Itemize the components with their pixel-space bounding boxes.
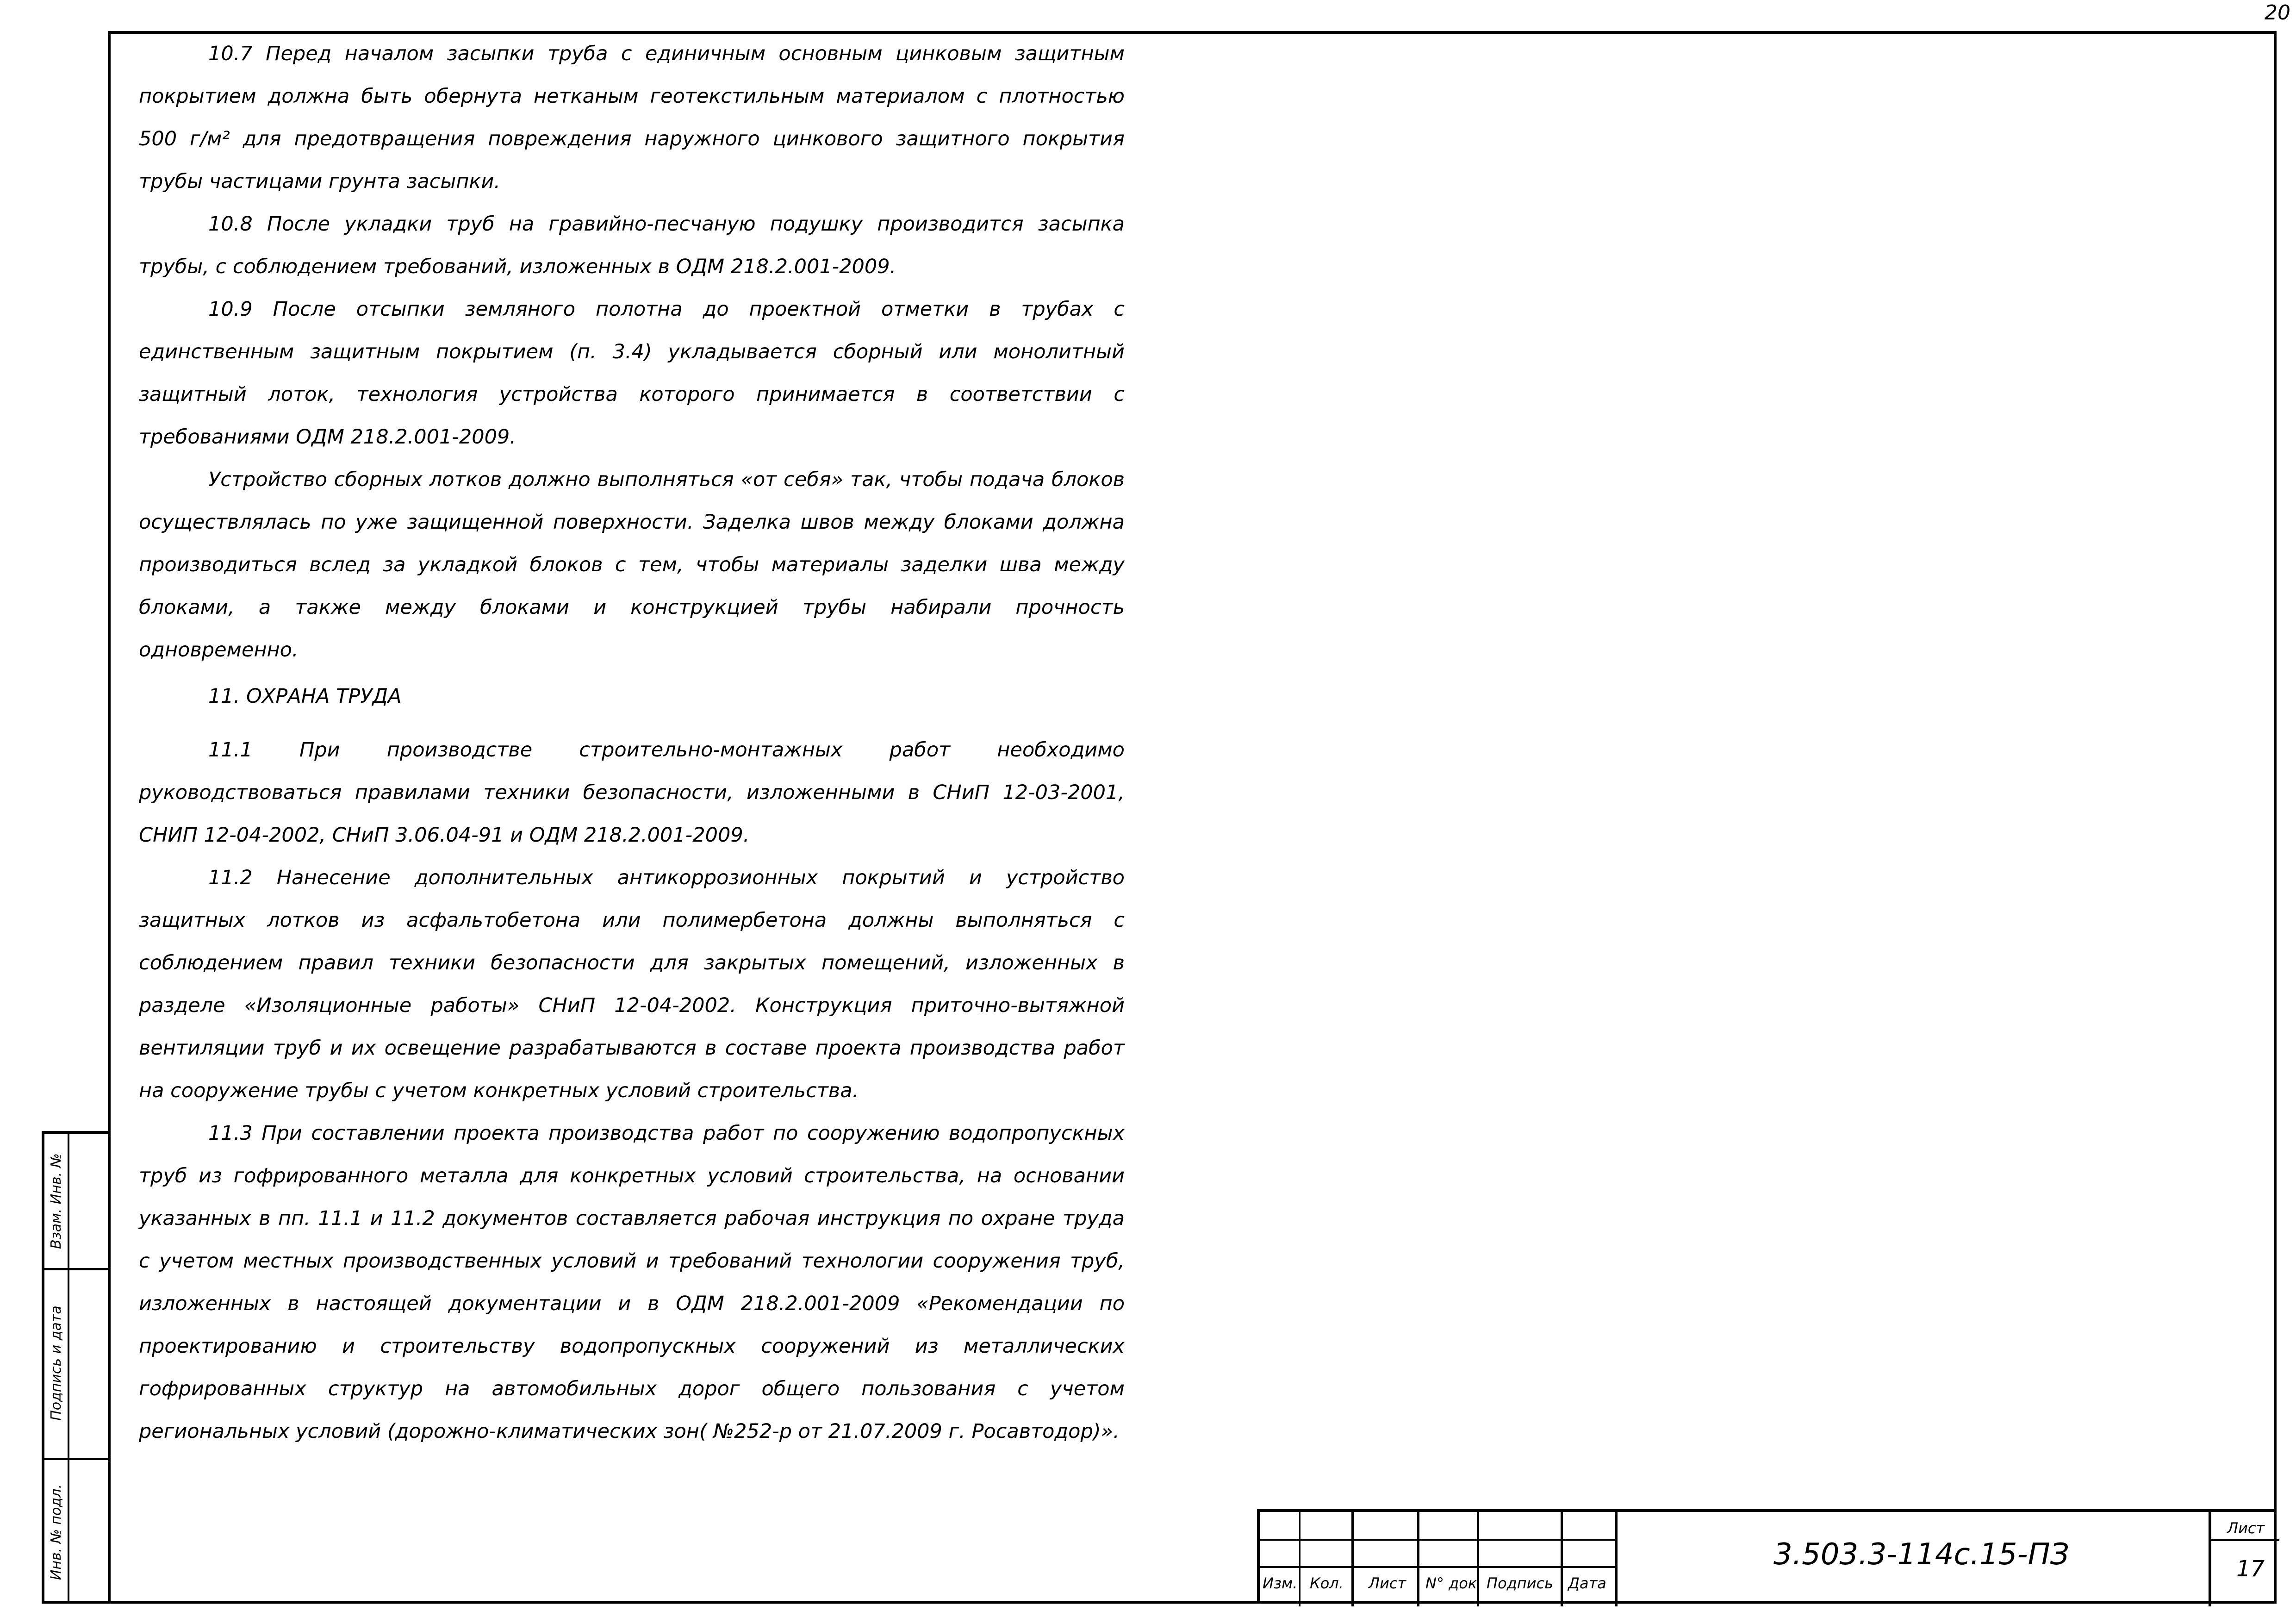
document-body <box>139 32 1125 1453</box>
tb-col-ndok: N° док <box>1425 1574 1477 1592</box>
paragraph-11-2: 11.2 Нанесение дополнительных антикоррозионных покрытий и устройство защитных лотков из асфальтобетона или полимербетона должны выполняться с соблюдением правил техники безопасности для закрытых помещений, изложенных в разделе «Изоляционные работы» СНиП 12-04-2002. Конструкция приточно-вытяжной вентиляции труб и их освещение разрабатываются в составе проекта производства работ на сооружение трубы с учетом конкретных условий строительства. <box>139 866 1125 1102</box>
tb-row-line <box>2209 1539 2279 1541</box>
side-label-vzam: Взам. Инв. № <box>48 1153 64 1249</box>
tb-col-line <box>1561 1512 1563 1606</box>
tb-col-line <box>1417 1512 1419 1606</box>
paragraph-10-8: 10.8 После укладки труб на гравийно-песчаную подушку производится засыпка трубы, с соблюдением требований, изложенных в ОДМ 218.2.001-2009. <box>139 212 1125 278</box>
side-label-inv: Инв. № подл. <box>48 1484 64 1580</box>
tb-col-line <box>1351 1512 1354 1606</box>
tb-col-line <box>1615 1512 1618 1606</box>
tb-col-line <box>1477 1512 1479 1606</box>
tb-col-podpis: Подпись <box>1487 1574 1553 1592</box>
page-number-top: 20 <box>2265 1 2290 25</box>
paragraph-11-3: 11.3 При составлении проекта производства работ по сооружению водопропускных труб из гофрированного металла для конкретных условий строительства, на основании указанных в пп. 11.1 и 11.2 документов составляется рабочая инструкция по охране труда с учетом местных производственных условий и требований технологии сооружения труб, изложенных в настоящей документации и в ОДМ 218.2.001-2009 «Рекомендации по проектированию и строительству водопропускных сооружений из металлических гофрированных структур на автомобильных дорог общего пользования с учетом региональных условий (дорожно-климатических зон( №252-р от 21.07.2009 г. Росавтодор)». <box>139 1122 1125 1443</box>
tb-col-data: Дата <box>1568 1574 1606 1592</box>
section-heading-11: 11. ОХРАНА ТРУДА <box>208 685 402 708</box>
paragraph-11-1: 11.1 При производстве строительно-монтажных работ необходимо руководствоваться правилами техники безопасности, изложенными в СНиП 12-03-2001, СНИП 12-04-2002, СНиП 3.06.04-91 и ОДМ 218.2.001-2009. <box>139 738 1125 847</box>
sheet-number: 17 <box>2236 1556 2265 1582</box>
tb-col-kol: Кол. <box>1310 1574 1344 1592</box>
title-block <box>1257 1509 2277 1604</box>
tb-col-izm: Изм. <box>1263 1574 1298 1592</box>
binding-strip-divider <box>68 1134 69 1601</box>
tb-col-list: Лист <box>1369 1574 1406 1592</box>
paragraph-10-9: 10.9 После отсыпки земляного полотна до проектной отметки в трубах с единственным защитным покрытием (п. 3.4) укладывается сборный или монолитный защитный лоток, технология устройства которого принимается в соответствии с требованиями ОДМ 218.2.001-2009. <box>139 298 1125 449</box>
paragraph-lotki: Устройство сборных лотков должно выполняться «от себя» так, чтобы подача блоков осуществлялась по уже защищенной поверхности. Заделка швов между блоками должна производиться вслед за укладкой блоков с тем, чтобы материалы заделки шва между блоками, а также между блоками и конструкцией трубы набирали прочность одновременно. <box>139 468 1125 662</box>
binding-strip <box>42 1131 108 1604</box>
document-code: 3.503.3-114с.15-ПЗ <box>1773 1537 2069 1572</box>
paragraph-10-7: 10.7 Перед началом засыпки труба с единичным основным цинковым защитным покрытием должна быть обернута нетканым геотекстильным материалом с плотностью 500 г/м² для предотвращения повреждения наружного цинкового защитного покрытия трубы частицами грунта засыпки. <box>139 42 1125 193</box>
side-label-podpis: Подпись и дата <box>48 1305 64 1421</box>
tb-col-line <box>1299 1512 1300 1606</box>
tb-col-line <box>2209 1512 2211 1606</box>
sheet-label: Лист <box>2227 1519 2265 1537</box>
